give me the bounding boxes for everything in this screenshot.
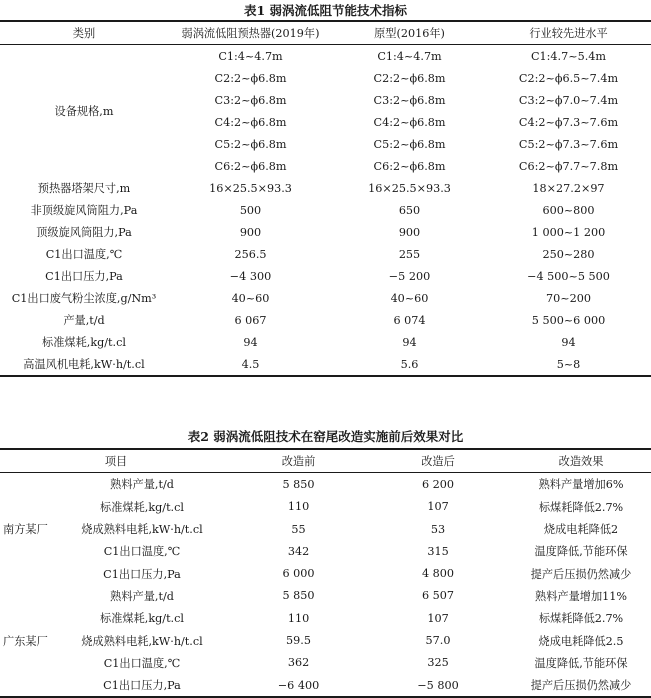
table-cell: 16×25.5×93.3: [209, 181, 292, 195]
table-cell: 94: [561, 335, 576, 349]
table-cell: 5~8: [486, 353, 651, 376]
table-cell: 5 850: [282, 477, 315, 491]
table-cell: 6 074: [393, 313, 426, 327]
table-cell: C4:2~ϕ7.3~7.6m: [518, 115, 619, 129]
table-row-label: 非顶级旋风筒阻力,Pa: [30, 204, 138, 217]
table-cell: 6 200: [422, 477, 455, 491]
table-row-label: C1出口压力,Pa: [52, 674, 232, 697]
table-cell: 温度降低,节能环保: [534, 545, 628, 559]
table-cell: −5 200: [388, 269, 431, 283]
table2-header-after: 改造后: [365, 449, 511, 473]
table-cell: 6 067: [234, 313, 267, 327]
table-cell: 标煤耗降低2.7%: [538, 612, 624, 626]
table-cell: C1:4~4.7m: [218, 49, 283, 63]
table-cell: 4.5: [168, 353, 333, 376]
table-cell: 提产后压损仍然减少: [511, 674, 651, 697]
table-cell: 4 800: [422, 567, 455, 581]
table-cell: 16×25.5×93.3: [368, 181, 451, 195]
table-row: [0, 652, 651, 674]
table-cell: −5 800: [365, 674, 511, 697]
table-row: [0, 45, 651, 68]
table-row: [0, 496, 651, 518]
table-cell: C2:2~ϕ6.8m: [373, 71, 446, 85]
table-cell: 55: [291, 522, 306, 536]
table1-spec-label: 设备规格,m: [54, 105, 114, 118]
table-row: [0, 585, 651, 607]
table-row: [0, 473, 651, 496]
table-cell: 650: [398, 203, 421, 217]
table-row-label: C1出口温度,℃: [103, 656, 181, 670]
table-row-label: 顶级旋风筒阻力,Pa: [36, 226, 132, 239]
table-cell: 362: [287, 656, 310, 670]
table-cell: 烧成电耗降低2: [543, 523, 619, 537]
table-cell: C2:2~ϕ6.8m: [214, 71, 287, 85]
table-cell: 70~200: [546, 291, 591, 305]
table-cell: C5:2~ϕ7.3~7.6m: [518, 137, 619, 151]
table-cell: 110: [287, 611, 310, 625]
table-row-label: C1出口废气粉尘浓度,g/Nm³: [11, 292, 157, 305]
table-row: [0, 353, 651, 376]
table-row: [0, 331, 651, 353]
table-cell: 标煤耗降低2.7%: [538, 500, 624, 514]
table-cell: C1:4~4.7m: [377, 49, 442, 63]
table2: [0, 448, 651, 698]
table-cell: 熟料产量增加6%: [538, 478, 624, 492]
table-cell: 94: [243, 335, 258, 349]
table-cell: C3:2~ϕ6.8m: [373, 93, 446, 107]
table1-caption: 表1 弱涡流低阻节能技术指标: [243, 3, 408, 18]
table-row: [0, 309, 651, 331]
table-cell: 107: [427, 500, 449, 514]
table-cell: 500: [239, 203, 262, 217]
table-row: [0, 287, 651, 309]
table-row-label: 熟料产量,t/d: [110, 478, 174, 492]
table-row-label: C1出口压力,Pa: [45, 270, 123, 283]
table-cell: 5 500~6 000: [531, 313, 606, 327]
table-row: [0, 607, 651, 629]
table-cell: C5:2~ϕ6.8m: [373, 137, 446, 151]
table-cell: C2:2~ϕ6.5~7.4m: [518, 71, 619, 85]
table-row-label: 高温风机电耗,kW·h/t.cl: [0, 353, 168, 376]
table1-header-weak-vortex: 弱涡流低阻预热器(2019年): [168, 21, 333, 45]
table-cell: C6:2~ϕ6.8m: [373, 159, 446, 173]
plant-label-south: 南方某厂: [3, 523, 48, 537]
table-cell: 5.6: [333, 353, 486, 376]
table-row-label: 烧成熟料电耗,kW·h/t.cl: [81, 523, 203, 537]
plant-label-guangdong: 广东某厂: [0, 585, 52, 697]
table-cell: 325: [427, 656, 449, 670]
table-cell: 342: [287, 544, 310, 558]
table-cell: 59.5: [286, 634, 311, 648]
table-cell: C1:4.7~5.4m: [530, 49, 606, 63]
table-cell: 烧成电耗降低2.5: [538, 634, 624, 648]
table-row: [0, 265, 651, 287]
table1-header-category: 类别: [0, 21, 168, 45]
table-cell: C6:2~ϕ7.7~7.8m: [518, 159, 619, 173]
table-row-label: C1出口温度,℃: [103, 545, 181, 559]
table2-header-effect: 改造效果: [511, 449, 651, 473]
table-row: [0, 540, 651, 562]
table-cell: −4 500~5 500: [527, 269, 610, 283]
table-cell: 315: [427, 544, 449, 558]
table-row-label: 产量,t/d: [63, 314, 105, 327]
table-row: [0, 177, 651, 199]
table1-header-row: [0, 21, 651, 45]
table-row: [0, 199, 651, 221]
table-row-label: 标准煤耗,kg/t.cl: [42, 336, 126, 349]
table-row-label: C1出口压力,Pa: [103, 567, 181, 581]
table1-header-prototype: 原型(2016年): [333, 21, 486, 45]
table-row: [0, 243, 651, 265]
table-cell: 1 000~1 200: [531, 225, 606, 239]
table-row-label: C1出口温度,℃: [45, 248, 123, 261]
table-cell: C3:2~ϕ7.0~7.4m: [518, 93, 619, 107]
table-row-label: 熟料产量,t/d: [110, 589, 174, 603]
table2-header-before: 改造前: [232, 449, 365, 473]
table-cell: 53: [430, 522, 446, 536]
table-cell: 600~800: [542, 203, 595, 217]
table1: [0, 20, 651, 377]
table-row: [0, 518, 651, 540]
table-cell: 5 850: [282, 589, 315, 603]
table-cell: 110: [287, 500, 310, 514]
table-row: [0, 674, 651, 697]
table-cell: 256.5: [234, 247, 267, 261]
table-cell: 提产后压损仍然减少: [530, 567, 632, 581]
table2-header-row: [0, 449, 651, 473]
table-cell: 255: [398, 247, 421, 261]
table-cell: 40~60: [390, 291, 429, 305]
table-row-label: 烧成熟料电耗,kW·h/t.cl: [81, 634, 203, 648]
table-cell: 6 507: [422, 589, 455, 603]
table-cell: 6 000: [282, 567, 315, 581]
table2-header-item: 项目: [0, 449, 232, 473]
table-cell: 107: [427, 611, 449, 625]
table-cell: 熟料产量增加11%: [535, 589, 628, 603]
table-cell: 57.0: [425, 634, 451, 648]
table2-caption: 表2 弱涡流低阻技术在窑尾改造实施前后效果对比: [187, 429, 464, 444]
table-cell: 900: [239, 225, 262, 239]
table-row-label: 标准煤耗,kg/t.cl: [100, 612, 184, 626]
table-row: [0, 629, 651, 651]
table-row: [0, 562, 651, 584]
table-cell: C5:2~ϕ6.8m: [214, 137, 287, 151]
table-cell: 温度降低,节能环保: [534, 656, 628, 670]
table1-header-industry: 行业较先进水平: [486, 21, 651, 45]
table-cell: 18×27.2×97: [532, 181, 605, 195]
table-cell: C6:2~ϕ6.8m: [214, 159, 287, 173]
table-cell: C3:2~ϕ6.8m: [214, 93, 287, 107]
table-cell: C4:2~ϕ6.8m: [214, 115, 287, 129]
table-cell: −4 300: [229, 269, 272, 283]
table-row-label: 标准煤耗,kg/t.cl: [100, 500, 184, 514]
table-row-label: 预热器塔架尺寸,m: [37, 182, 131, 195]
table-cell: 250~280: [542, 247, 595, 261]
table-cell: 94: [402, 335, 417, 349]
table-cell: 900: [398, 225, 421, 239]
table-cell: 40~60: [231, 291, 270, 305]
table-cell: −6 400: [232, 674, 365, 697]
table-cell: C4:2~ϕ6.8m: [373, 115, 446, 129]
table-row: [0, 221, 651, 243]
